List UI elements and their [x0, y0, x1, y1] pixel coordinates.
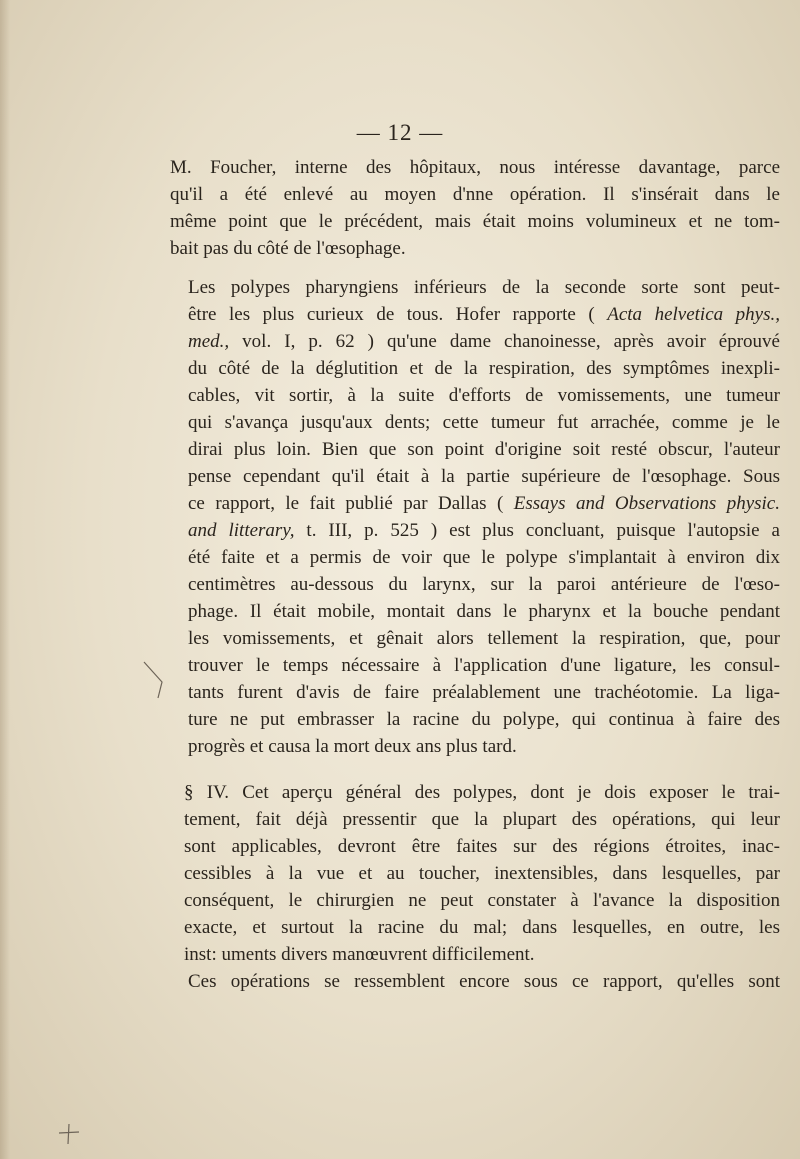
text-line: qu'il a été enlevé au moyen d'nne opération. Il s'insérait dans le	[170, 184, 780, 205]
text-line: ture ne put embrasser la racine du polype, qui continua à faire des	[188, 709, 780, 730]
text-line: du côté de la déglutition et de la respiration, des symptômes inexpli-	[188, 358, 780, 379]
text-line: inst: uments divers manœuvrent difficilement.	[184, 944, 535, 965]
margin-pencil-mark	[142, 660, 166, 700]
cross-pencil-mark	[56, 1120, 82, 1146]
text-line: pense cependant qu'il était à la partie supérieure de l'œsophage. Sous	[188, 466, 780, 487]
text-line: § IV. Cet aperçu général des polypes, dont je dois exposer le trai-	[184, 782, 780, 803]
text-line: conséquent, le chirurgien ne peut constater à l'avance la disposition	[184, 890, 780, 911]
text-line: dirai plus loin. Bien que son point d'origine soit resté obscur, l'auteur	[188, 439, 780, 460]
text-line: exacte, et surtout la racine du mal; dans lesquelles, en outre, les	[184, 917, 780, 938]
text-line: M. Foucher, interne des hôpitaux, nous intéresse davantage, parce	[170, 157, 780, 178]
text-line: tants furent d'avis de faire préalablement une trachéotomie. La liga-	[188, 682, 780, 703]
text-line: Ces opérations se ressemblent encore sous ce rapport, qu'elles sont	[188, 971, 780, 992]
text-line: être les plus curieux de tous. Hofer rapporte ( Acta helvetica phys.,	[188, 304, 780, 325]
text-line: progrès et causa la mort deux ans plus tard.	[188, 736, 517, 757]
text-line: bait pas du côté de l'œsophage.	[170, 238, 406, 259]
text-line: med., vol. I, p. 62 ) qu'une dame chanoinesse, après avoir éprouvé	[188, 331, 780, 352]
text-line: tement, fait déjà pressentir que la plupart des opérations, qui leur	[184, 809, 780, 830]
text-line: été faite et a permis de voir que le polype s'implantait à environ dix	[188, 547, 780, 568]
text-line: cessibles à la vue et au toucher, inextensibles, dans lesquelles, par	[184, 863, 780, 884]
page-edge-shadow	[0, 0, 10, 1159]
body-text	[170, 154, 780, 995]
text-line: phage. Il était mobile, montait dans le pharynx et la bouche pendant	[188, 601, 780, 622]
text-line: les vomissements, et gênait alors tellement la respiration, que, pour	[188, 628, 780, 649]
text-line: trouver le temps nécessaire à l'application d'une ligature, les consul-	[188, 655, 780, 676]
text-line: qui s'avança jusqu'aux dents; cette tumeur fut arrachée, comme je le	[188, 412, 780, 433]
text-line: ce rapport, le fait publié par Dallas ( Essays and Observations physic.	[188, 493, 780, 514]
page-number: — 12 —	[356, 120, 444, 145]
paragraph-2	[170, 274, 780, 760]
text-line: sont applicables, devront être faites sur des régions étroites, inac-	[184, 836, 780, 857]
text-line: and litterary, t. III, p. 525 ) est plus concluant, puisque l'autopsie a	[188, 520, 780, 541]
text-line: centimètres au-dessous du larynx, sur la paroi antérieure de l'œso-	[188, 574, 780, 595]
text-line: Les polypes pharyngiens inférieurs de la seconde sorte sont peut-	[188, 277, 780, 298]
paragraph-3	[170, 779, 780, 968]
paragraph-1	[170, 154, 780, 262]
text-line: même point que le précédent, mais était moins volumineux et ne tom-	[170, 211, 780, 232]
text-line: cables, vit sortir, à la suite d'efforts de vomissements, une tumeur	[188, 385, 780, 406]
paragraph-4	[170, 968, 780, 995]
